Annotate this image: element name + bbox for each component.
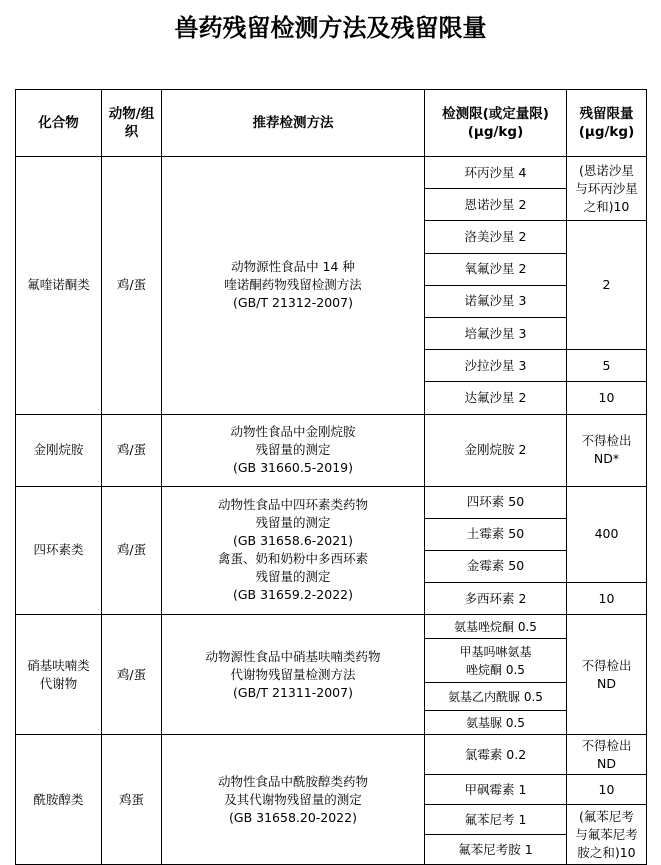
lod-cell: 诺氟沙星 3 bbox=[425, 285, 567, 317]
lod-cell: 氨基脲 0.5 bbox=[425, 711, 567, 735]
compound-cell: 四环素类 bbox=[16, 486, 102, 615]
limit-cell: 2 bbox=[567, 221, 647, 350]
header-compound: 化合物 bbox=[16, 90, 102, 157]
lod-cell: 环丙沙星 4 bbox=[425, 157, 567, 189]
lod-cell: 氨基乙内酰脲 0.5 bbox=[425, 683, 567, 711]
compound-cell: 金刚烷胺 bbox=[16, 414, 102, 486]
compound-cell: 氟喹诺酮类 bbox=[16, 157, 102, 415]
lod-cell: 多西环素 2 bbox=[425, 583, 567, 615]
compound-cell: 硝基呋喃类 代谢物 bbox=[16, 615, 102, 735]
lod-cell: 氟苯尼考胺 1 bbox=[425, 835, 567, 865]
lod-cell: 沙拉沙星 3 bbox=[425, 350, 567, 382]
limit-cell: 10 bbox=[567, 382, 647, 414]
animal-cell: 鸡/蛋 bbox=[102, 414, 162, 486]
animal-cell: 鸡/蛋 bbox=[102, 615, 162, 735]
lod-cell: 土霉素 50 bbox=[425, 518, 567, 550]
header-method: 推荐检测方法 bbox=[162, 90, 425, 157]
lod-cell: 氯霉素 0.2 bbox=[425, 735, 567, 775]
method-cell: 动物性食品中四环素类药物 残留量的测定 (GB 31658.6-2021) 禽蛋、奶和奶粉中多西环素 残留量的测定 (GB 31659.2-2022) bbox=[162, 486, 425, 615]
lod-cell: 氨基唑烷酮 0.5 bbox=[425, 615, 567, 639]
residue-table bbox=[15, 89, 647, 865]
table-row bbox=[16, 735, 647, 775]
lod-cell: 甲基吗啉氨基 唑烷酮 0.5 bbox=[425, 639, 567, 683]
limit-cell: 10 bbox=[567, 775, 647, 805]
lod-cell: 恩诺沙星 2 bbox=[425, 189, 567, 221]
limit-cell: 不得检出 ND* bbox=[567, 414, 647, 486]
animal-cell: 鸡蛋 bbox=[102, 735, 162, 865]
compound-cell: 酰胺醇类 bbox=[16, 735, 102, 865]
header-mrl: 残留限量(μg/kg) bbox=[567, 90, 647, 157]
lod-cell: 金霉素 50 bbox=[425, 550, 567, 582]
table-row bbox=[16, 486, 647, 518]
limit-cell: 不得检出 ND bbox=[567, 615, 647, 735]
lod-cell: 甲砜霉素 1 bbox=[425, 775, 567, 805]
header-animal: 动物/组织 bbox=[102, 90, 162, 157]
table-row bbox=[16, 157, 647, 189]
method-cell: 动物源性食品中 14 种 喹诺酮药物残留检测方法 (GB/T 21312-2007) bbox=[162, 157, 425, 415]
lod-cell: 洛美沙星 2 bbox=[425, 221, 567, 253]
limit-cell: 400 bbox=[567, 486, 647, 583]
lod-cell: 培氟沙星 3 bbox=[425, 317, 567, 349]
method-cell: 动物性食品中金刚烷胺 残留量的测定 (GB 31660.5-2019) bbox=[162, 414, 425, 486]
lod-cell: 氟苯尼考 1 bbox=[425, 805, 567, 835]
table-row bbox=[16, 414, 647, 486]
limit-cell: 5 bbox=[567, 350, 647, 382]
limit-cell: 不得检出 ND bbox=[567, 735, 647, 775]
method-cell: 动物源性食品中硝基呋喃类药物 代谢物残留量检测方法 (GB/T 21311-2007) bbox=[162, 615, 425, 735]
animal-cell: 鸡/蛋 bbox=[102, 486, 162, 615]
lod-cell: 氧氟沙星 2 bbox=[425, 253, 567, 285]
lod-cell: 四环素 50 bbox=[425, 486, 567, 518]
limit-cell: (恩诺沙星 与环丙沙星 之和)10 bbox=[567, 157, 647, 221]
header-row bbox=[16, 90, 647, 157]
lod-cell: 金刚烷胺 2 bbox=[425, 414, 567, 486]
animal-cell: 鸡/蛋 bbox=[102, 157, 162, 415]
header-lod: 检测限(或定量限)(μg/kg) bbox=[425, 90, 567, 157]
method-cell: 动物性食品中酰胺醇类药物 及其代谢物残留量的测定 (GB 31658.20-2022) bbox=[162, 735, 425, 865]
limit-cell: 10 bbox=[567, 583, 647, 615]
page-title: 兽药残留检测方法及残留限量 bbox=[174, 13, 487, 42]
limit-cell: (氟苯尼考 与氟苯尼考 胺之和)10 bbox=[567, 805, 647, 865]
lod-cell: 达氟沙星 2 bbox=[425, 382, 567, 414]
table-row bbox=[16, 615, 647, 639]
